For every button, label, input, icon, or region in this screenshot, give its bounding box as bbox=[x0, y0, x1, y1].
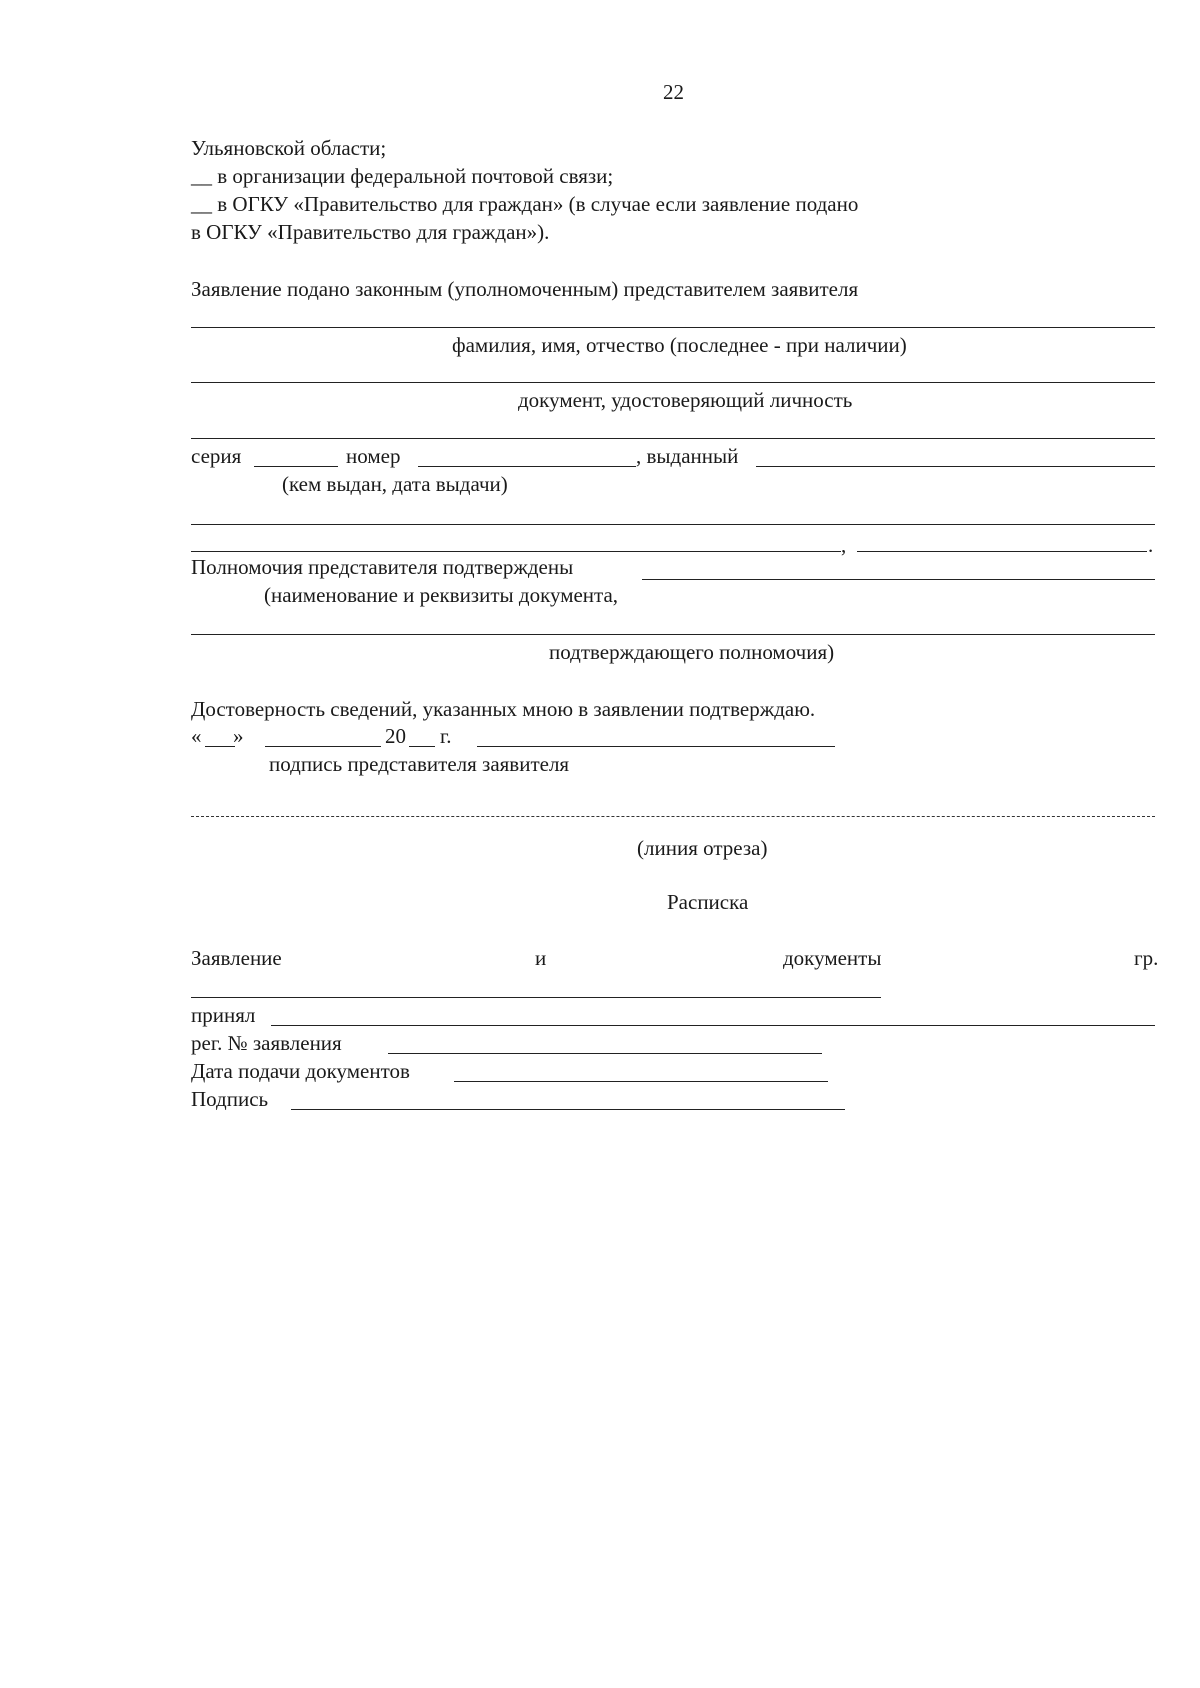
intro-line-2: __ в организации федеральной почтовой связи; bbox=[191, 164, 614, 188]
representative-heading: Заявление подано законным (уполномоченным) представителем заявителя bbox=[191, 277, 859, 301]
comma-separator: , bbox=[841, 533, 847, 557]
day-field-line bbox=[205, 746, 235, 747]
registration-number-line bbox=[388, 1053, 822, 1054]
powers-field-line bbox=[642, 579, 1155, 580]
year-field-line bbox=[409, 746, 435, 747]
series-field-line bbox=[254, 466, 338, 467]
date-open-quote: « bbox=[191, 724, 202, 748]
receipt-signature-line bbox=[291, 1109, 845, 1110]
submission-date-label: Дата подачи документов bbox=[191, 1059, 410, 1083]
issued-extra-line bbox=[191, 524, 1155, 525]
series-label: серия bbox=[191, 444, 242, 468]
document-field-line bbox=[191, 382, 1155, 383]
receipt-word-and: и bbox=[535, 946, 547, 970]
receipt-title: Расписка bbox=[667, 890, 749, 914]
registration-number-label: рег. № заявления bbox=[191, 1031, 342, 1055]
receipt-word-documents: документы bbox=[783, 946, 882, 970]
receipt-word-citizen: гр. bbox=[1134, 946, 1159, 970]
issued-date-line-left bbox=[191, 551, 841, 552]
confirmation-text: Достоверность сведений, указанных мною в заявлении подтверждаю. bbox=[191, 697, 816, 721]
caption-identity-document: документ, удостоверяющий личность bbox=[518, 388, 853, 412]
issued-field-line bbox=[756, 466, 1155, 467]
name-field-line bbox=[191, 327, 1155, 328]
caption-full-name: фамилия, имя, отчество (последнее - при наличии) bbox=[452, 333, 907, 357]
number-label: номер bbox=[346, 444, 401, 468]
caption-powers-document: (наименование и реквизиты документа, bbox=[264, 583, 619, 607]
intro-line-1: Ульяновской области; bbox=[191, 136, 387, 160]
issued-label: , выданный bbox=[636, 444, 739, 468]
date-close-quote: » bbox=[233, 724, 244, 748]
year-prefix: 20 bbox=[385, 724, 406, 748]
document-extra-line bbox=[191, 438, 1155, 439]
signature-field-line bbox=[477, 746, 835, 747]
citizen-name-line bbox=[191, 997, 881, 998]
submission-date-line bbox=[454, 1081, 828, 1082]
signature-label: Подпись bbox=[191, 1087, 269, 1111]
cut-line bbox=[191, 816, 1155, 817]
period-mark: . bbox=[1148, 533, 1154, 557]
accepted-field-line bbox=[271, 1025, 1155, 1026]
receipt-word-application: Заявление bbox=[191, 946, 282, 970]
powers-label: Полномочия представителя подтверждены bbox=[191, 555, 574, 579]
cut-line-caption: (линия отреза) bbox=[637, 836, 768, 860]
caption-confirming-powers: подтверждающего полномочия) bbox=[549, 640, 835, 664]
caption-representative-signature: подпись представителя заявителя bbox=[269, 752, 570, 776]
intro-line-3: __ в ОГКУ «Правительство для граждан» (в случае если заявление подано bbox=[191, 192, 859, 216]
powers-extra-line bbox=[191, 634, 1155, 635]
issued-date-line-right bbox=[857, 551, 1147, 552]
page-number: 22 bbox=[663, 80, 684, 104]
month-field-line bbox=[265, 746, 381, 747]
accepted-label: принял bbox=[191, 1003, 256, 1027]
caption-issued-by: (кем выдан, дата выдачи) bbox=[282, 472, 508, 496]
intro-line-4: в ОГКУ «Правительство для граждан»). bbox=[191, 220, 550, 244]
number-field-line bbox=[418, 466, 636, 467]
year-suffix: г. bbox=[440, 724, 452, 748]
